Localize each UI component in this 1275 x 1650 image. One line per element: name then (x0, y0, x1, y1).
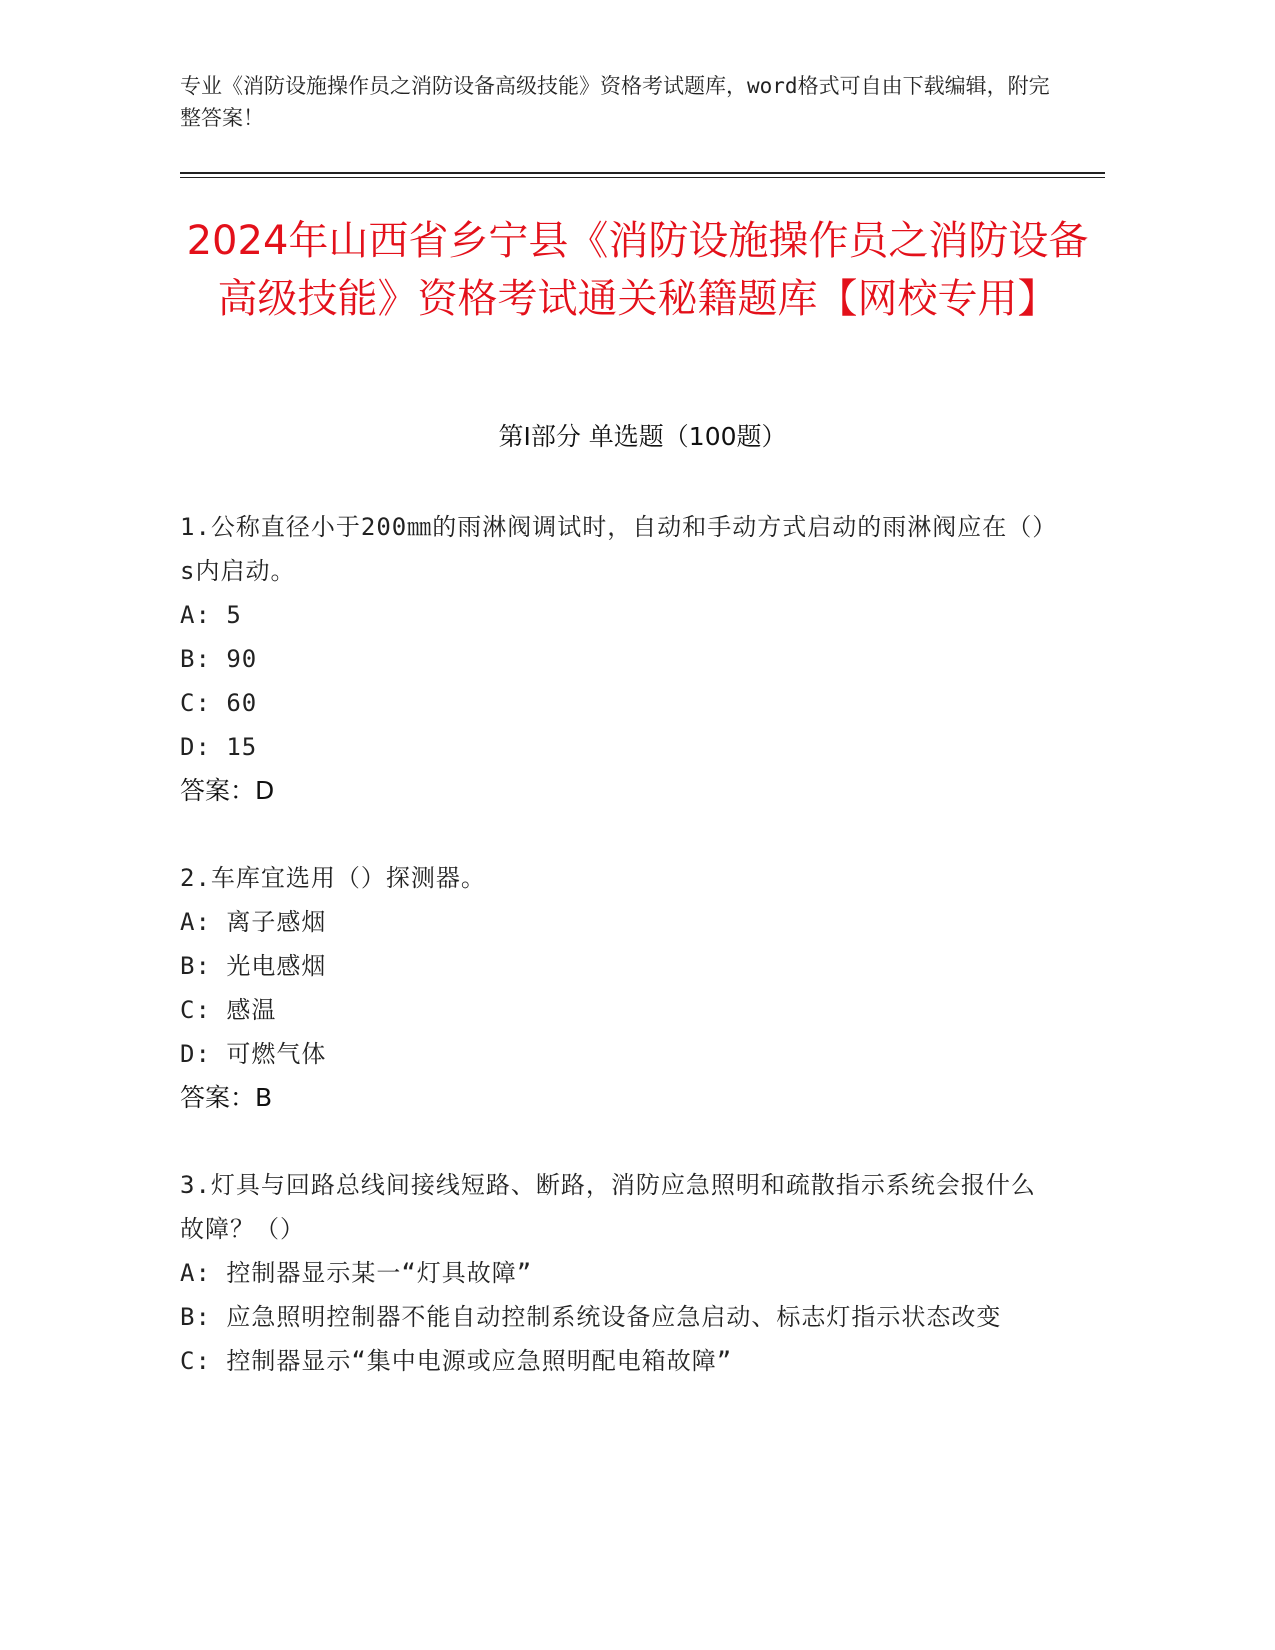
question-1 (180, 505, 1050, 813)
question-stem: 1.公称直径小于200㎜的雨淋阀调试时，自动和手动方式启动的雨淋阀应在（）s内启动。 (180, 513, 1046, 585)
option-a: A: 5 (180, 601, 242, 629)
answer: 答案：B (180, 1083, 273, 1112)
option-c: C: 控制器显示“集中电源或应急照明配电箱故障” (180, 1347, 733, 1375)
question-list (180, 505, 1050, 1426)
header-divider (180, 172, 1105, 174)
document-title: 2024年山西省乡宁县《消防设施操作员之消防设备高级技能》资格考试通关秘籍题库【网校专用】 (186, 218, 1089, 322)
option-c: C: 感温 (180, 996, 277, 1024)
question-3 (180, 1163, 1050, 1383)
option-d: D: 可燃气体 (180, 1040, 327, 1068)
option-d: D: 15 (180, 733, 258, 761)
option-a: A: 控制器显示某一“灯具故障” (180, 1259, 533, 1287)
option-b: B: 90 (180, 645, 258, 673)
option-a: A: 离子感烟 (180, 908, 327, 936)
question-stem: 2.车库宜选用（）探测器。 (180, 864, 486, 892)
question-2 (180, 856, 1050, 1120)
header-note: 专业《消防设施操作员之消防设备高级技能》资格考试题库，word格式可自由下载编辑，附完整答案！ (180, 74, 1050, 130)
header-divider-thin (180, 177, 1105, 178)
answer: 答案：D (180, 776, 275, 805)
section-title: 第I部分 单选题（100题） (498, 422, 787, 451)
option-b: B: 应急照明控制器不能自动控制系统设备应急启动、标志灯指示状态改变 (180, 1303, 1002, 1331)
option-c: C: 60 (180, 689, 258, 717)
question-stem: 3.灯具与回路总线间接线短路、断路，消防应急照明和疏散指示系统会报什么故障？（） (180, 1171, 1036, 1243)
option-b: B: 光电感烟 (180, 952, 327, 980)
